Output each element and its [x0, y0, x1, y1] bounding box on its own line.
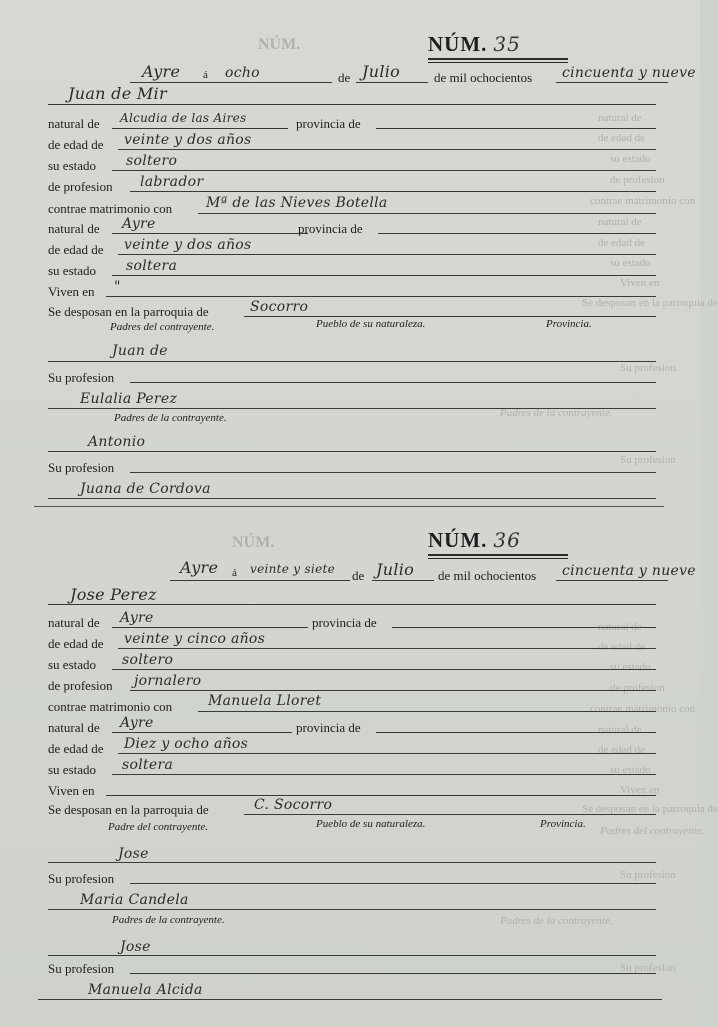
natural-de-label: natural de: [48, 615, 100, 630]
pueblo-label: Pueblo de su naturaleza.: [316, 818, 426, 830]
viven-value: ": [114, 279, 121, 295]
groom-status: soltero: [122, 652, 174, 668]
bride-mother: Juana de Cordova: [80, 481, 211, 497]
viven-label: Viven en: [48, 284, 95, 299]
bleed-row: natural de: [598, 216, 642, 228]
estado-label: su estado: [48, 657, 97, 672]
groom-age: veinte y cinco años: [124, 631, 266, 647]
century-label: de mil ochocientos: [438, 568, 537, 583]
entry-number: [428, 528, 521, 553]
su-profesion-label: Su profesion: [48, 961, 115, 976]
pueblo-label: Pueblo de su naturaleza.: [316, 318, 426, 330]
day-value: veinte y siete: [250, 562, 336, 576]
bride-mother: Manuela Alcida: [88, 982, 203, 998]
provincia-de-label: provincia de: [298, 221, 363, 236]
bleed-row: natural de: [598, 112, 642, 124]
bride-name: Manuela Lloret: [208, 693, 322, 709]
num-value: 35: [493, 32, 521, 56]
su-profesion-label: Su profesion: [48, 370, 115, 385]
bride-name: Mª de las Nieves Botella: [206, 195, 388, 211]
month-value: Julio: [376, 560, 415, 579]
groom-status: soltero: [126, 153, 178, 169]
groom-age: veinte y dos años: [124, 132, 252, 148]
bleed-num: NÚM.: [258, 36, 301, 53]
estado-label: su estado: [48, 158, 97, 173]
su-profesion-label: Su profesion: [48, 871, 115, 886]
bleed-row: de edad de: [598, 237, 646, 249]
bride-origin: Ayre: [122, 216, 156, 232]
natural-de-label: natural de: [48, 116, 100, 131]
bride-age: veinte y dos años: [124, 237, 252, 253]
groom-profession: jornalero: [134, 673, 202, 689]
desposan-label: Se desposan en la parroquia de: [48, 802, 209, 817]
groom-profession: labrador: [140, 174, 204, 190]
bleed-num: NÚM.: [232, 534, 275, 551]
edad-label: de edad de: [48, 741, 104, 756]
groom-father: Juan de: [112, 343, 168, 359]
groom-name: Jose Perez: [70, 585, 157, 604]
padres-contrayente-label: Padre del contrayente.: [108, 821, 209, 833]
edad-label: de edad de: [48, 137, 104, 152]
bleed-row: contrae matrimonio con: [590, 195, 696, 207]
contrae-label: contrae matrimonio con: [48, 699, 173, 714]
desposan-label: Se desposan en la parroquia de: [48, 304, 209, 319]
bleed-row: Se desposan en la parroquia de: [582, 803, 718, 815]
month-value: Julio: [362, 62, 401, 81]
bride-father: Jose: [120, 939, 151, 955]
bleed-row: Su profesion: [620, 362, 676, 374]
padres-contrayente-f-label: Padres de la contrayente.: [112, 914, 225, 926]
groom-father: Jose: [118, 846, 149, 862]
century-label: de mil ochocientos: [434, 70, 533, 85]
day-value: ocho: [225, 65, 260, 81]
edad-label: de edad de: [48, 242, 104, 257]
provincia-de-label: provincia de: [296, 116, 361, 131]
num-label: NÚM.: [428, 528, 488, 552]
bleed-row: Su profesion: [620, 869, 676, 881]
bride-status: soltera: [126, 258, 178, 274]
bleed-row: de edad de: [598, 641, 646, 653]
padres-contrayente-label: Padres del contrayente.: [110, 321, 215, 333]
bleed-row: natural de: [598, 621, 642, 633]
num-label: NÚM.: [428, 32, 488, 56]
bleed-row: Viven en: [620, 277, 660, 289]
num-value: 36: [493, 528, 521, 552]
de-label: de: [338, 70, 351, 85]
bleed-row: Padres del contrayente.: [600, 825, 705, 837]
bride-father: Antonio: [88, 434, 146, 450]
bride-age: Diez y ocho años: [124, 736, 249, 752]
bleed-row: contrae matrimonio con: [590, 703, 696, 715]
bleed-row: natural de: [598, 724, 642, 736]
bride-status: soltera: [122, 757, 174, 773]
bride-origin: Ayre: [120, 715, 154, 731]
place-value: Ayre: [142, 62, 181, 81]
bleed-row: su estado: [610, 661, 651, 673]
padres-contrayente-f-label: Padres de la contrayente.: [114, 412, 227, 424]
groom-origin: Alcudia de las Aires: [120, 111, 247, 125]
a-label: á: [232, 567, 237, 579]
parish-value: C. Socorro: [254, 797, 333, 813]
bleed-row: de edad de: [598, 132, 646, 144]
bleed-row: Padres de la contrayente.: [500, 407, 613, 419]
year-value: cincuenta y nueve: [562, 65, 696, 81]
a-label: á: [203, 69, 208, 81]
groom-origin: Ayre: [120, 610, 154, 626]
entry-number: [428, 32, 521, 57]
groom-mother: Eulalia Perez: [80, 391, 178, 407]
bleed-row: su estado: [610, 764, 651, 776]
provincia-label: Provincia.: [546, 318, 592, 330]
edad-label: de edad de: [48, 636, 104, 651]
profesion-label: de profesion: [48, 678, 113, 693]
bleed-row: de profesion: [610, 682, 665, 694]
parish-value: Socorro: [250, 299, 309, 315]
natural-de-label: natural de: [48, 720, 100, 735]
bleed-row: Su profesion: [620, 962, 676, 974]
bleed-row: su estado: [610, 153, 651, 165]
provincia-label: Provincia.: [540, 818, 586, 830]
estado-label: su estado: [48, 762, 97, 777]
bleed-row: de profesion: [610, 174, 665, 186]
profesion-label: de profesion: [48, 179, 113, 194]
bleed-row: de edad de: [598, 744, 646, 756]
bleed-row: Viven en: [620, 784, 660, 796]
su-profesion-label: Su profesion: [48, 460, 115, 475]
viven-label: Viven en: [48, 783, 95, 798]
estado-label: su estado: [48, 263, 97, 278]
bleed-row: Se desposan en la parroquia de: [582, 297, 718, 309]
bleed-row: su estado: [610, 257, 651, 269]
groom-mother: Maria Candela: [80, 892, 189, 908]
groom-name: Juan de Mir: [68, 84, 167, 103]
contrae-label: contrae matrimonio con: [48, 201, 173, 216]
provincia-de-label: provincia de: [312, 615, 377, 630]
natural-de-label: natural de: [48, 221, 100, 236]
place-value: Ayre: [180, 558, 219, 577]
bleed-row: Su profesion: [620, 454, 676, 466]
bleed-row: Padres de la contrayente.: [500, 915, 613, 927]
de-label: de: [352, 568, 365, 583]
year-value: cincuenta y nueve: [562, 563, 696, 579]
provincia-de-label: provincia de: [296, 720, 361, 735]
